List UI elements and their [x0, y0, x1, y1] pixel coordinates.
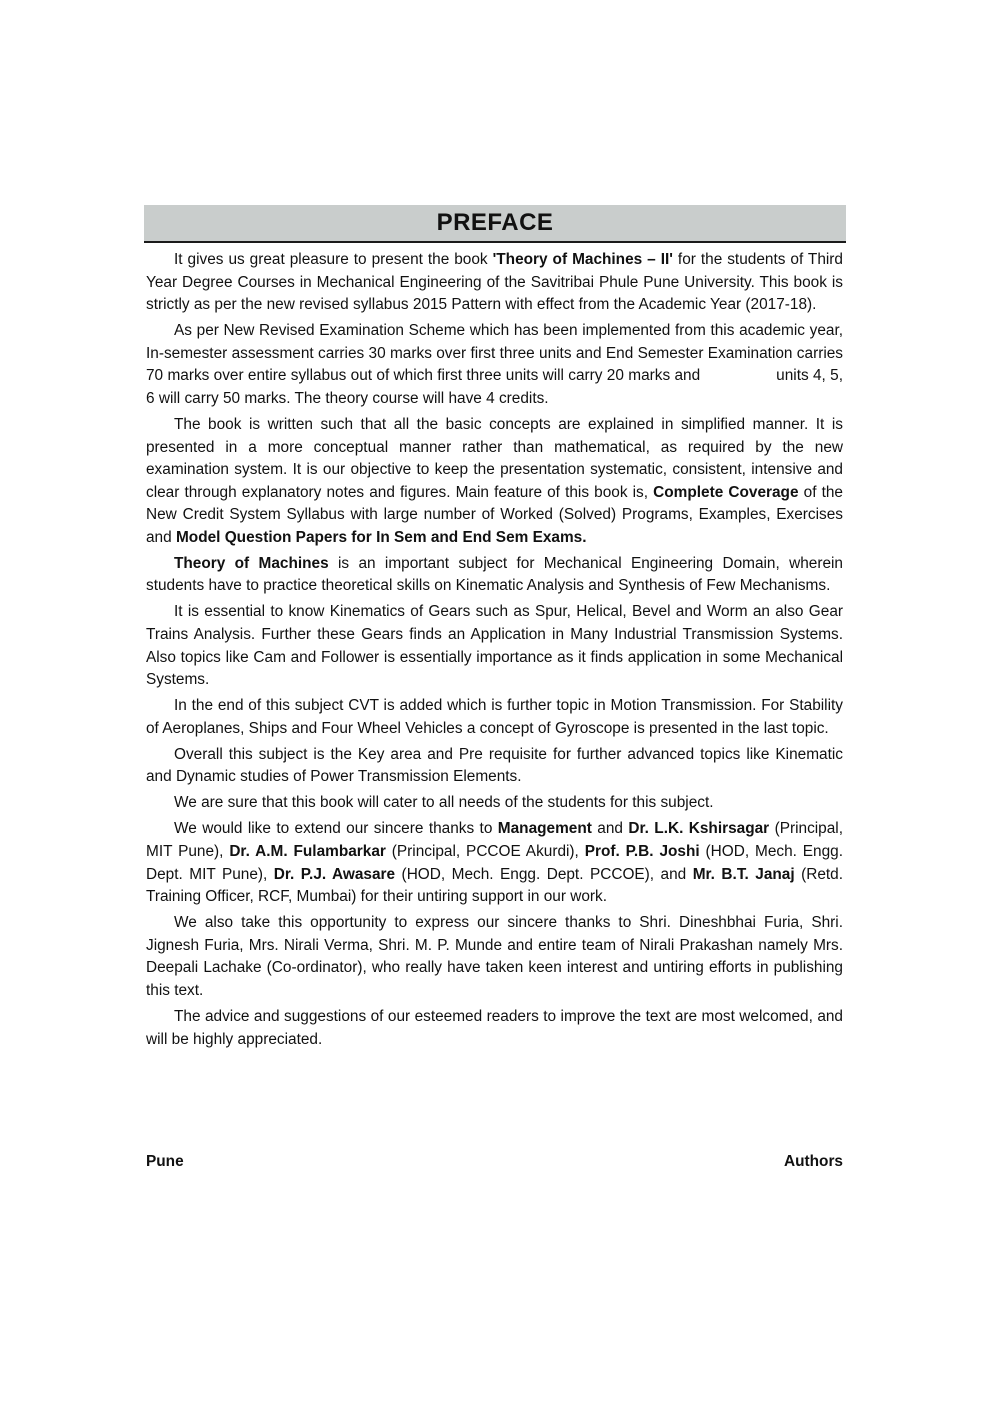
bold-text: Prof. P.B. Joshi: [584, 842, 700, 860]
bold-text: Theory of Machines: [174, 554, 329, 572]
text: for the students of Third Year Degree Courses in Mechanical Engineering of the Savitribai Phule Pune University. This book is strictly as per the new revised syllabus 2015 Pattern with effect from the Academic Year (2017-18).: [146, 251, 843, 314]
text: The book is written such that all the basic concepts are explained in simplified manner. It is presented in a more conceptual manner rather than mathematical, as required by the new examination system. It is our objective to keep the presentation systematic, consistent, intensive and clear through explanatory notes and figures. Main feature of this book is,: [146, 415, 843, 501]
text: units 4, 5, 6 will carry 50 marks. The theory course will have 4 credits.: [146, 367, 843, 407]
paragraph-8: We are sure that this book will cater to all needs of the students for this subject.: [174, 794, 714, 812]
paragraph-5: It is essential to know Kinematics of Gears such as Spur, Helical, Bevel and Worm an also Gear Trains Analysis. Further these Gears finds an Application in Many Industrial Transmission Systems. Also topics like Cam and Follower is essentially importance as it finds application in some Mechanical Systems.: [146, 603, 843, 689]
paragraph-9: [146, 818, 843, 908]
text: (Principal, MIT Pune),: [146, 820, 843, 860]
signature-line: [146, 1153, 843, 1171]
bold-text: Dr. L.K. Kshirsagar: [628, 820, 770, 838]
bold-text: Dr. P.J. Awasare: [273, 865, 396, 883]
text: is an important subject for Mechanical Engineering Domain, wherein students have to practice theoretical skills on Kinematic Analysis and Synthesis of Few Mechanisms.: [146, 554, 843, 595]
text: (Principal, PCCOE Akurdi),: [385, 842, 585, 860]
book-title: 'Theory of Machines – II': [492, 251, 673, 268]
bold-text: Model Question Papers for In Sem and End Sem Exams.: [175, 528, 587, 546]
preface-body: [146, 249, 843, 1054]
place: Pune: [146, 1153, 184, 1170]
paragraph-7: Overall this subject is the Key area and Pre requisite for further advanced topics like Kinematic and Dynamic studies of Power Transmission Elements.: [146, 745, 843, 786]
paragraph-3: [146, 414, 843, 550]
text: We would like to extend our sincere thanks to: [174, 820, 498, 838]
paragraph-2: [146, 320, 843, 410]
paragraph-6: In the end of this subject CVT is added which is further topic in Motion Transmission. For Stability of Aeroplanes, Ships and Four Wheel Vehicles a concept of Gyroscope is presented in the last topic.: [146, 697, 843, 737]
text: (HOD, Mech. Engg. Dept. MIT Pune),: [146, 842, 843, 883]
bold-text: Management: [497, 820, 592, 838]
paragraph-1: [146, 249, 843, 317]
text: As per New Revised Examination Scheme which has been implemented from this academic year, In-semester assessment carries 30 marks over first three units and End Semester Examination carries 70 marks over entire syllabus out of which first three units will carry 20 marks and: [146, 322, 843, 385]
signature: Authors: [784, 1153, 843, 1170]
text: and: [591, 820, 629, 838]
bold-text: Mr. B.T. Janaj: [692, 865, 795, 883]
paragraph-4: [146, 553, 843, 598]
bold-text: Dr. A.M. Fulambarkar: [229, 842, 386, 860]
page-title: PREFACE: [436, 209, 554, 236]
bold-text: Complete Coverage: [653, 483, 799, 501]
text: It gives us great pleasure to present the book: [174, 251, 493, 268]
paragraph-10: We also take this opportunity to express our sincere thanks to Shri. Dineshbhai Furia, Shri. Jignesh Furia, Mrs. Nirali Verma, Shri. M. P. Munde and entire team of Nirali Prakashan namely Mrs. Deepali Lachake (Co-ordinator), who really have taken keen interest and untiring efforts in publishing this text.: [146, 914, 843, 999]
paragraph-11: The advice and suggestions of our esteemed readers to improve the text are most welcomed, and will be highly appreciated.: [146, 1007, 843, 1048]
text: (Retd. Training Officer, RCF, Mumbai) for their untiring support in our work.: [146, 865, 843, 906]
text: of the New Credit System Syllabus with large number of Worked (Solved) Programs, Examples, Exercises and: [146, 483, 843, 546]
text: (HOD, Mech. Engg. Dept. PCCOE), and: [395, 865, 693, 883]
title-bar: [144, 205, 846, 243]
